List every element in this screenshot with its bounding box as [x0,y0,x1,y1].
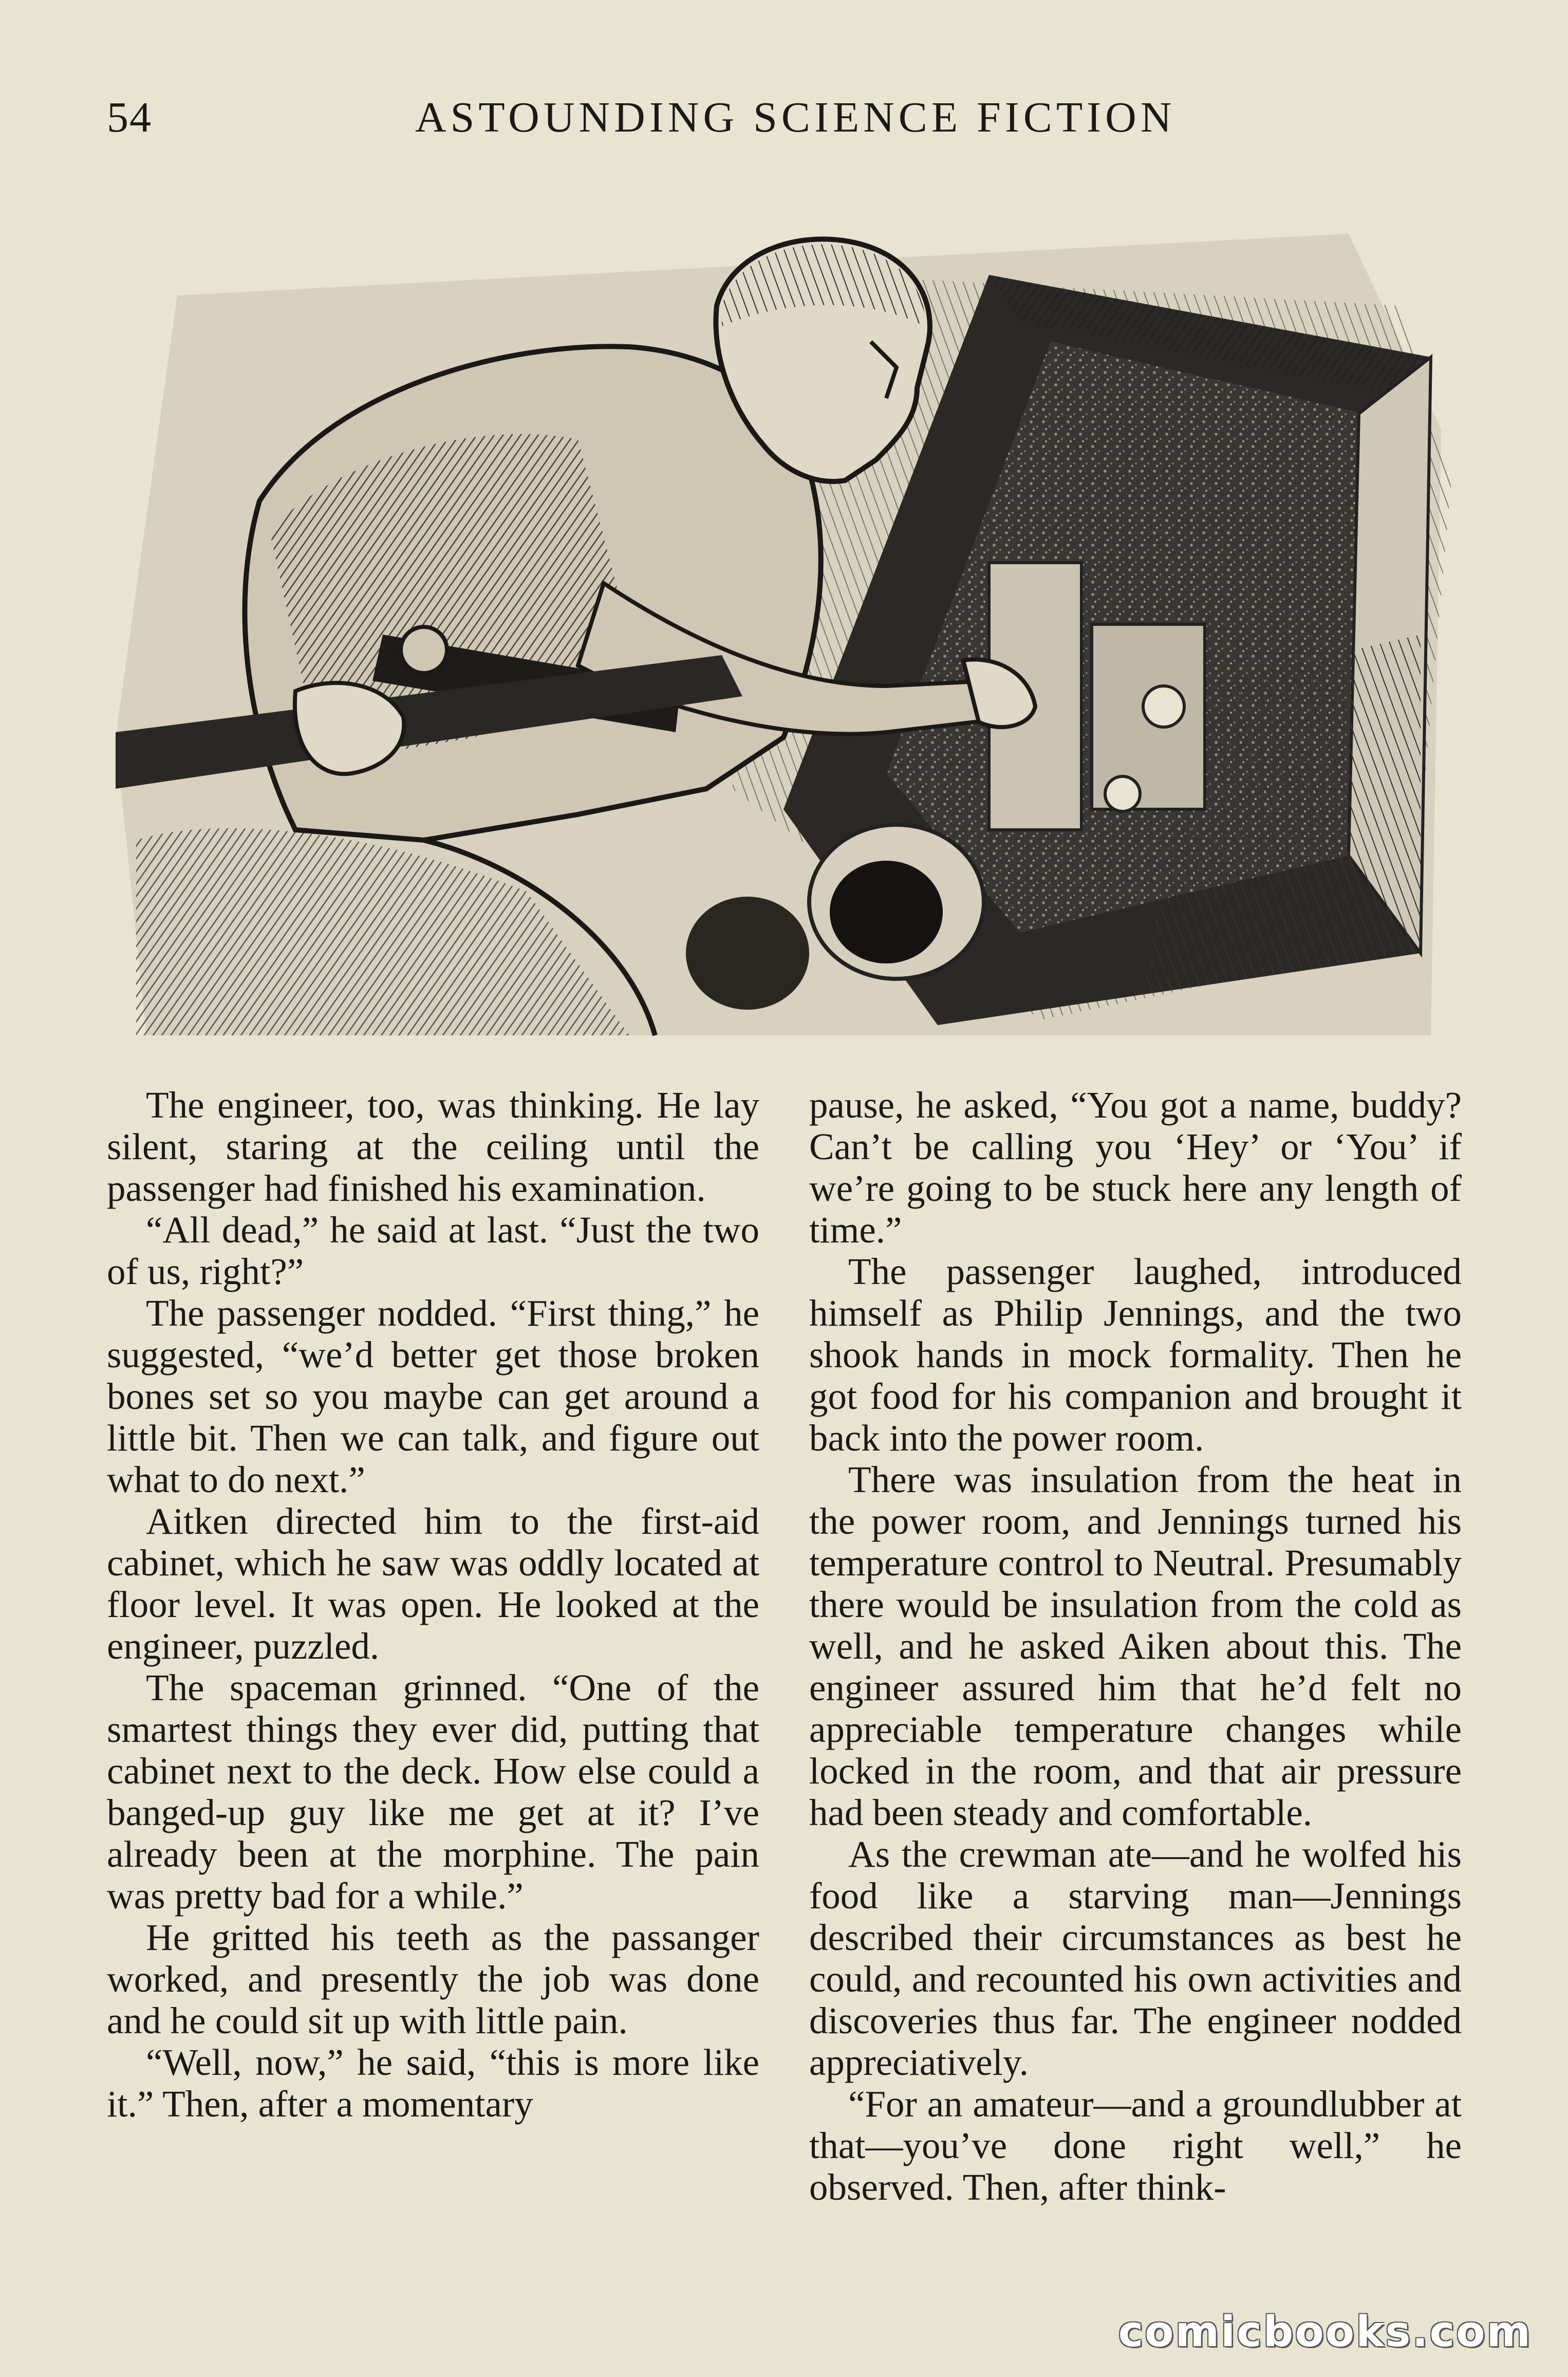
paragraph: As the crewman ate—and he wolfed his food like a starving man—Jennings described their circumstances as best he could, and recounted his own activities and discoveries thus far. The engineer nodded appreciatively. [809,1833,1462,2083]
paragraph: The engineer, too, was thinking. He lay silent, staring at the ceiling until the passenger had finished his examination. [107,1084,759,1209]
story-illustration [116,172,1459,1041]
text-column-left [107,1084,759,2125]
running-head: ASTOUNDING SCIENCE FICTION [415,94,1176,141]
paragraph: He gritted his teeth as the passanger worked, and presently the job was done and he could sit up with little pain. [107,1917,759,2041]
paragraph: There was insulation from the heat in the power room, and Jennings turned his temperature control to Neutral. Presumably there would be insulation from the cold as well, and he asked Aiken about this. The engineer assured him that he’d felt no appreciable temperature changes while locked in the room, and that air pressure had been steady and comfortable. [809,1459,1462,1833]
paragraph: The passenger nodded. “First thing,” he suggested, “we’d better get those broken bones set so you maybe can get around a little bit. Then we can talk, and figure out what to do next.” [107,1292,759,1500]
paragraph: The spaceman grinned. “One of the smartest things they ever did, putting that cabinet next to the deck. How else could a banged-up guy like me get at it? I’ve already been at the morphine. The pain was pretty bad for a while.” [107,1667,759,1917]
paragraph: “For an amateur—and a groundlubber at that—you’ve done right well,” he observed. Then, after think- [809,2083,1462,2208]
paragraph: “All dead,” he said at last. “Just the two of us, right?” [107,1209,759,1292]
paragraph: “Well, now,” he said, “this is more like it.” Then, after a momentary [107,2041,759,2125]
page-number: 54 [107,94,152,141]
watermark: comicbooks.com [1118,2308,1532,2356]
paragraph: The passenger laughed, introduced himself as Philip Jennings, and the two shook hands in mock formality. Then he got food for his companion and brought it back into the power room. [809,1251,1462,1459]
paragraph: Aitken directed him to the first-aid cabinet, which he saw was oddly located at floor level. It was open. He looked at the engineer, puzzled. [107,1500,759,1667]
text-column-right [809,1084,1462,2208]
paragraph-continuation: pause, he asked, “You got a name, buddy? Can’t be calling you ‘Hey’ or ‘You’ if we’re going to be stuck here any length of time.” [809,1084,1462,1251]
